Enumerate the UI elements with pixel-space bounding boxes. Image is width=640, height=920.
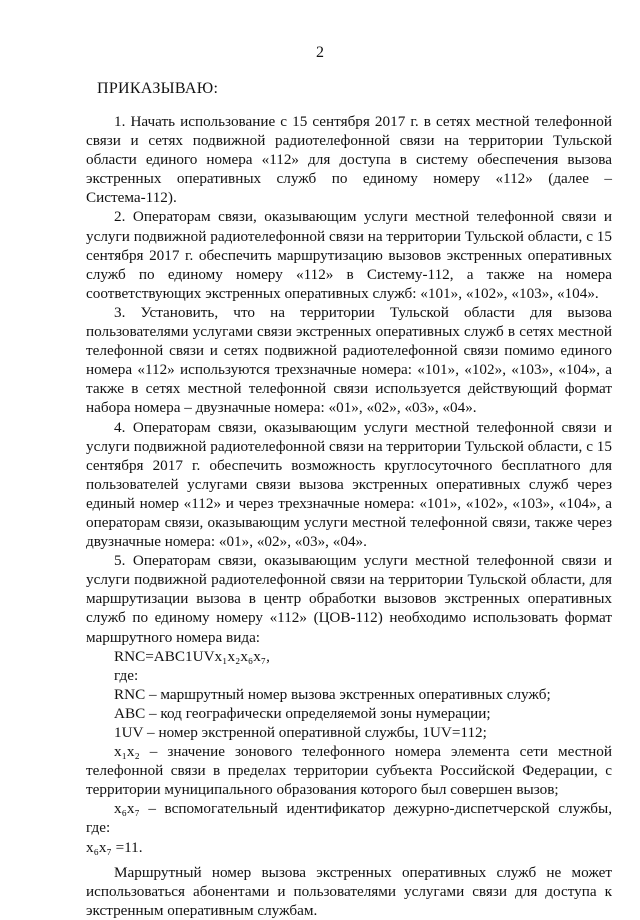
document-body: [86, 112, 612, 920]
definition-1uv: 1UV – номер экстренной оперативной службы, 1UV=112;: [114, 724, 487, 741]
routing-number-formula: RNC=ABC1UVx₁x₂x₆x₇,: [114, 647, 270, 665]
where-label: где:: [114, 666, 139, 684]
definition-x6x7: x₆x₇ – вспомогательный идентификатор дежурно-диспетчерской службы, где:: [86, 800, 612, 837]
paragraph-4: 4. Операторам связи, оказывающим услуги местной телефонной связи и услуги подвижной радиотелефонной связи на территории Тульской области, с 15 сентября 2017 г. обеспечить возможность круглосуточного бесплатного для пользователей услугами связи вызова экстренных оперативных служб через единый номер «112» и через трехзначные номера: «101», «102», «103», «104», а операторам связи, оказывающим услуги местной телефонной связи, также через двузначные номера: «01», «02», «03», «04».: [86, 418, 612, 551]
definition-abc: ABC – код географически определяемой зоны нумерации;: [114, 704, 491, 722]
paragraph-3: 3. Установить, что на территории Тульской области для вызова пользователями услугами связи экстренных оперативных служб в сетях местной телефонной связи и сетях подвижной радиотелефонной связи помимо единого номера «112» используются трехзначные номера: «101», «102», «103», «104», а также в сетях местной телефонной связи используется действующий формат набора номера – двузначные номера: «01», «02», «03», «04».: [86, 303, 612, 417]
closing-paragraph: Маршрутный номер вызова экстренных оперативных служб не может использоваться абонентами и пользователями услугами связи для доступа к экстренным оперативным службам.: [86, 863, 612, 919]
paragraph-2: 2. Операторам связи, оказывающим услуги местной телефонной связи и услуги подвижной радиотелефонной связи на территории Тульской области, с 15 сентября 2017 г. обеспечить маршрутизацию вызовов экстренных оперативных служб по единому номеру «112» в Систему-112, а также на номера соответствующих экстренных оперативных служб: «101», «102», «103», «104».: [86, 208, 612, 302]
page-number: 2: [316, 44, 324, 61]
order-heading: ПРИКАЗЫВАЮ:: [97, 80, 219, 97]
paragraph-5: 5. Операторам связи, оказывающим услуги местной телефонной связи и услуги подвижной радиотелефонной связи на территории Тульской области, для маршрутизации вызова в центр обработки вызовов экстренных оперативных служб по единому номеру «112» (ЦОВ-112) необходимо использовать формат маршрутного номера вида:: [86, 552, 612, 646]
definition-rnc: RNC – маршрутный номер вызова экстренных оперативных служб;: [114, 685, 551, 703]
x6x7-value: x₆x₇ =11.: [86, 838, 143, 856]
paragraph-1: 1. Начать использование с 15 сентября 2017 г. в сетях местной телефонной связи и сетях подвижной радиотелефонной связи на территории Тульской области единого номера «112» для доступа в систему обеспечения вызова экстренных оперативных служб по единому номеру «112» (далее – Система-112).: [86, 113, 612, 207]
definition-x1x2: x₁x₂ – значение зонового телефонного номера элемента сети местной телефонной связи в пределах территории субъекта Российской Федерации, с территории муниципального образования которого был совершен вызов;: [86, 743, 612, 799]
